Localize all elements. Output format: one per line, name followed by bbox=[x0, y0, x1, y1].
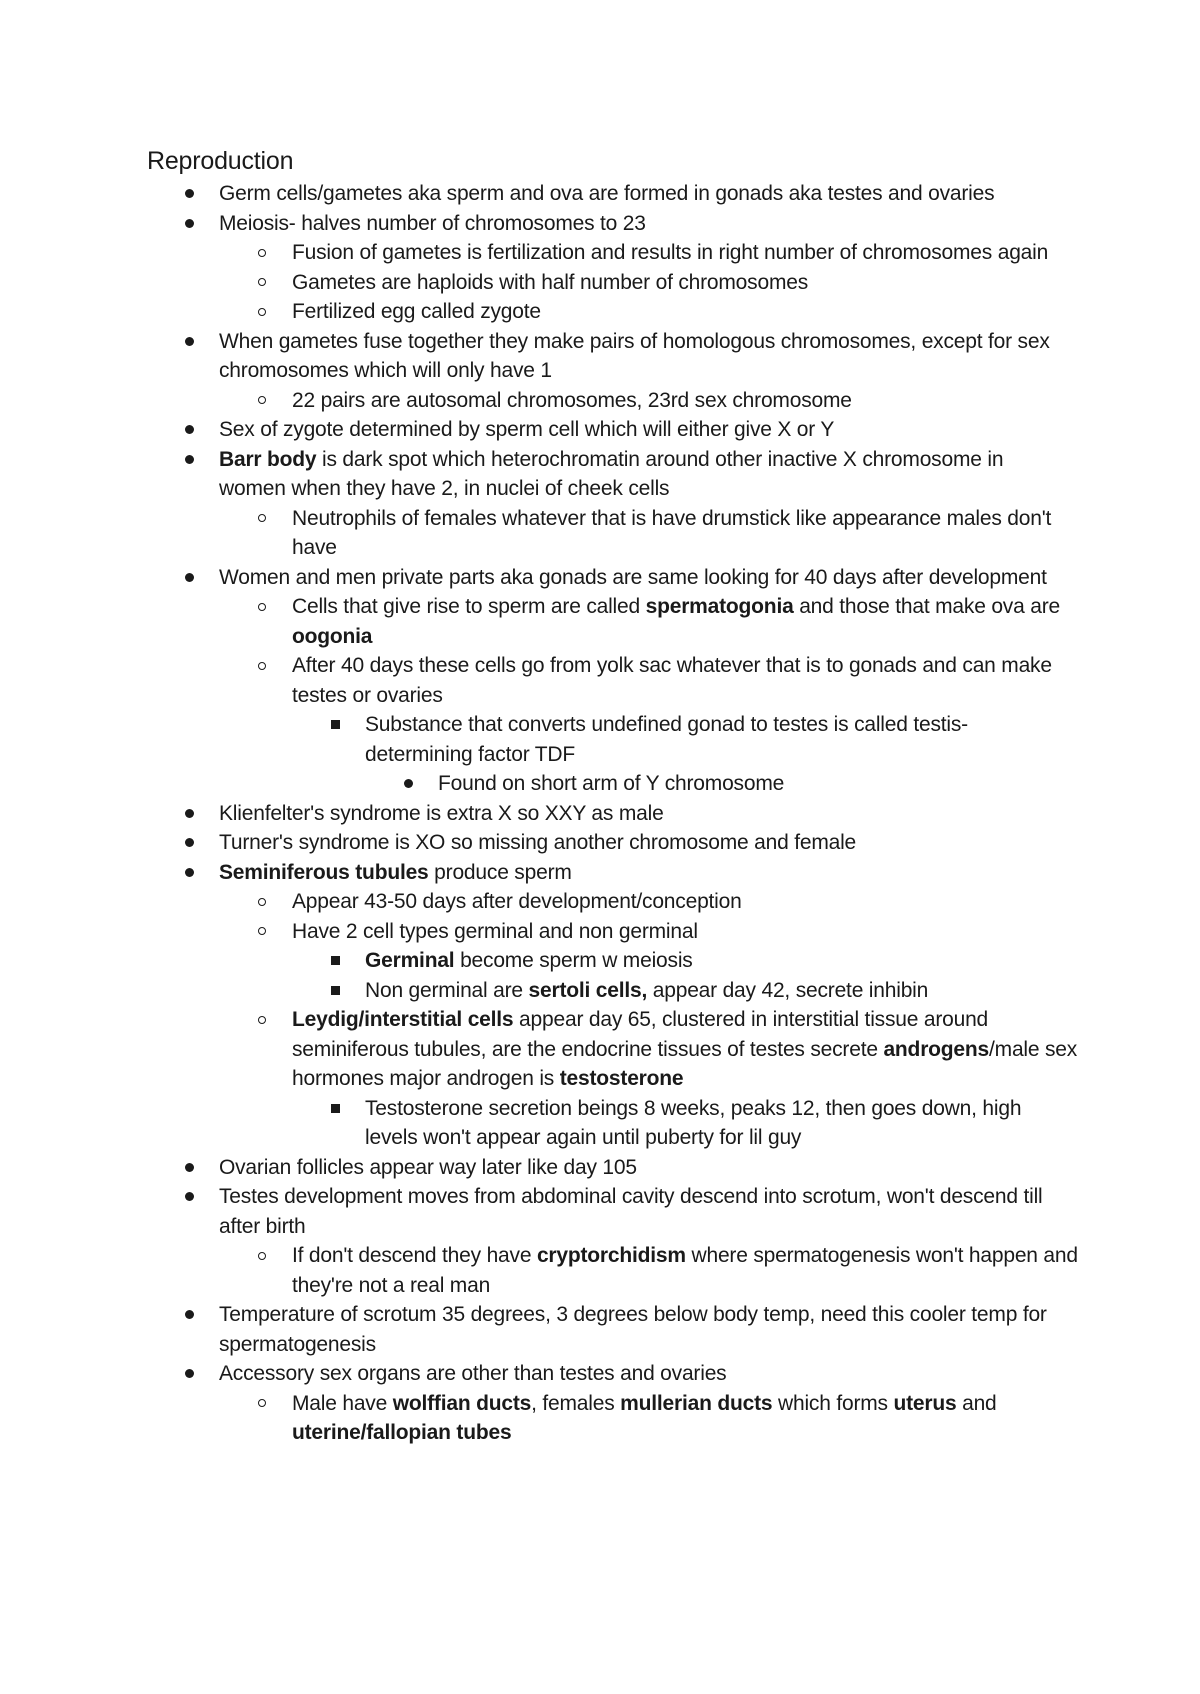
hollow-circle-bullet-icon bbox=[254, 1241, 270, 1271]
list-item bbox=[0, 209, 1200, 239]
document-title: Reproduction bbox=[147, 147, 294, 175]
list-item-text bbox=[219, 1182, 1074, 1241]
list-item bbox=[0, 238, 1200, 268]
bold-term: testosterone bbox=[559, 1067, 684, 1090]
hollow-circle-bullet-icon bbox=[254, 592, 270, 622]
list-item bbox=[0, 917, 1200, 947]
list-item-text bbox=[438, 769, 1078, 799]
text-run: Women and men private parts aka gonads are same looking for 40 days after development bbox=[219, 565, 1047, 589]
list-item-text bbox=[219, 445, 1074, 504]
list-item bbox=[0, 327, 1200, 386]
hollow-circle-bullet-icon bbox=[254, 268, 270, 298]
bold-term: Seminiferous tubules bbox=[219, 860, 429, 884]
list-item-text bbox=[219, 179, 1074, 209]
filled-circle-bullet-icon bbox=[181, 179, 197, 209]
text-run: Sex of zygote determined by sperm cell which will either give X or Y bbox=[219, 418, 835, 441]
list-item bbox=[0, 799, 1200, 829]
list-item-text bbox=[219, 1300, 1074, 1359]
list-item-text bbox=[292, 917, 1082, 947]
text-run: /male sex hormones major androgen is bbox=[292, 1037, 1078, 1090]
list-item-text bbox=[219, 858, 1074, 888]
list-item bbox=[0, 1005, 1200, 1094]
list-item bbox=[0, 1182, 1200, 1241]
list-item-text bbox=[292, 1389, 1082, 1448]
hollow-circle-bullet-icon bbox=[254, 651, 270, 681]
list-item-text bbox=[292, 386, 1082, 416]
square-bullet-icon bbox=[327, 976, 343, 1006]
text-run: Gametes are haploids with half number of chromosomes bbox=[292, 270, 809, 294]
filled-circle-bullet-icon bbox=[181, 1359, 197, 1389]
list-item bbox=[0, 386, 1200, 416]
list-item bbox=[0, 297, 1200, 327]
text-run: After 40 days these cells go from yolk sac whatever that is to gonads and can make testes or ovaries bbox=[292, 654, 1052, 707]
text-run: Have 2 cell types germinal and non germinal bbox=[292, 919, 698, 943]
list-item-text bbox=[365, 710, 1065, 769]
text-run: Male have bbox=[292, 1391, 393, 1415]
list-item-text bbox=[292, 1005, 1082, 1094]
square-bullet-icon bbox=[327, 946, 343, 976]
list-item bbox=[0, 710, 1200, 769]
filled-circle-bullet-icon bbox=[181, 799, 197, 829]
filled-circle-bullet-icon bbox=[181, 415, 197, 445]
list-item-text bbox=[365, 946, 1065, 976]
list-item bbox=[0, 445, 1200, 504]
square-bullet-icon bbox=[327, 710, 343, 740]
text-run: which forms bbox=[772, 1391, 894, 1415]
filled-circle-bullet-icon bbox=[181, 858, 197, 888]
list-item-text bbox=[292, 887, 1082, 917]
list-item-text bbox=[292, 504, 1082, 563]
list-item bbox=[0, 1359, 1200, 1389]
bold-term: Germinal bbox=[365, 949, 455, 972]
hollow-circle-bullet-icon bbox=[254, 1005, 270, 1035]
bold-term: Leydig/interstitial cells bbox=[292, 1008, 514, 1031]
list-item bbox=[0, 651, 1200, 710]
filled-circle-bullet-icon bbox=[181, 1182, 197, 1212]
text-run: , females bbox=[531, 1391, 621, 1415]
text-run: 22 pairs are autosomal chromosomes, 23rd sex chromosome bbox=[292, 388, 852, 412]
hollow-circle-bullet-icon bbox=[254, 1389, 270, 1419]
list-item-text bbox=[219, 415, 1074, 445]
text-run: Turner's syndrome is XO so missing another chromosome and female bbox=[219, 831, 857, 854]
bold-term: oogonia bbox=[292, 624, 373, 648]
square-bullet-icon bbox=[327, 1094, 343, 1124]
text-run: where spermatogenesis won't happen and they're not a real man bbox=[292, 1244, 1078, 1297]
list-item-text bbox=[219, 209, 1074, 239]
list-item-text bbox=[219, 799, 1074, 829]
filled-circle-bullet-icon bbox=[181, 445, 197, 475]
list-item-text bbox=[219, 828, 1074, 858]
list-item-text bbox=[292, 651, 1082, 710]
bold-term: sertoli cells, bbox=[528, 978, 648, 1002]
text-run: Non germinal are bbox=[365, 978, 529, 1002]
text-run: Germ cells/gametes aka sperm and ova are formed in gonads aka testes and ovaries bbox=[219, 182, 995, 205]
list-item bbox=[0, 592, 1200, 651]
text-run: and bbox=[956, 1391, 997, 1415]
text-run: Fertilized egg called zygote bbox=[292, 300, 541, 323]
text-run: Found on short arm of Y chromosome bbox=[438, 772, 785, 795]
list-item bbox=[0, 828, 1200, 858]
list-item bbox=[0, 1300, 1200, 1359]
text-run: Testosterone secretion beings 8 weeks, peaks 12, then goes down, high levels won't appear again until puberty for lil guy bbox=[365, 1096, 1022, 1149]
hollow-circle-bullet-icon bbox=[254, 386, 270, 416]
list-item-text bbox=[219, 1359, 1074, 1389]
text-run: produce sperm bbox=[428, 860, 572, 884]
text-run: Klienfelter's syndrome is extra X so XXY as male bbox=[219, 801, 664, 825]
text-run: is dark spot which heterochromatin around other inactive X chromosome in women when they have 2, in nuclei of cheek cells bbox=[219, 447, 1004, 500]
text-run: Fusion of gametes is fertilization and results in right number of chromosomes again bbox=[292, 241, 1049, 264]
text-run: appear day 65, clustered in interstitial tissue around seminiferous tubules, are the endocrine tissues of testes secrete bbox=[292, 1008, 989, 1061]
list-item-text bbox=[292, 297, 1082, 327]
text-run: Accessory sex organs are other than testes and ovaries bbox=[219, 1362, 727, 1385]
bold-term: spermatogonia bbox=[645, 595, 794, 618]
list-item-text bbox=[219, 327, 1074, 386]
list-item-text bbox=[365, 976, 1065, 1006]
bold-term: Barr body bbox=[219, 447, 317, 471]
text-run: Appear 43-50 days after development/conception bbox=[292, 890, 742, 913]
list-item bbox=[0, 858, 1200, 888]
filled-circle-bullet-icon bbox=[400, 769, 416, 799]
list-item-text bbox=[365, 1094, 1065, 1153]
list-item bbox=[0, 887, 1200, 917]
list-item-text bbox=[292, 1241, 1082, 1300]
list-item-text bbox=[219, 1153, 1074, 1183]
list-item bbox=[0, 1241, 1200, 1300]
text-run: Substance that converts undefined gonad to testes is called testis-determining factor TDF bbox=[365, 713, 968, 766]
text-run: Meiosis- halves number of chromosomes to 23 bbox=[219, 211, 646, 235]
text-run: appear day 42, secrete inhibin bbox=[647, 978, 929, 1002]
list-item-text bbox=[292, 238, 1082, 268]
text-run: Testes development moves from abdominal cavity descend into scrotum, won't descend till after birth bbox=[219, 1185, 1043, 1238]
list-item bbox=[0, 563, 1200, 593]
bold-term: mullerian ducts bbox=[620, 1391, 773, 1415]
notes-list bbox=[0, 179, 1200, 1448]
text-run: Ovarian follicles appear way later like day 105 bbox=[219, 1155, 637, 1179]
filled-circle-bullet-icon bbox=[181, 1300, 197, 1330]
filled-circle-bullet-icon bbox=[181, 828, 197, 858]
hollow-circle-bullet-icon bbox=[254, 238, 270, 268]
bold-term: wolffian ducts bbox=[392, 1391, 532, 1415]
list-item bbox=[0, 1389, 1200, 1448]
list-item bbox=[0, 769, 1200, 799]
list-item-text bbox=[219, 563, 1074, 593]
hollow-circle-bullet-icon bbox=[254, 887, 270, 917]
filled-circle-bullet-icon bbox=[181, 209, 197, 239]
list-item bbox=[0, 1153, 1200, 1183]
filled-circle-bullet-icon bbox=[181, 327, 197, 357]
bold-term: uterus bbox=[893, 1391, 957, 1415]
bold-term: uterine/fallopian tubes bbox=[292, 1421, 512, 1444]
filled-circle-bullet-icon bbox=[181, 563, 197, 593]
list-item bbox=[0, 179, 1200, 209]
text-run: become sperm w meiosis bbox=[454, 949, 693, 972]
list-item bbox=[0, 1094, 1200, 1153]
list-item bbox=[0, 268, 1200, 298]
text-run: If don't descend they have bbox=[292, 1244, 537, 1267]
bold-term: androgens bbox=[883, 1037, 990, 1061]
hollow-circle-bullet-icon bbox=[254, 297, 270, 327]
list-item bbox=[0, 415, 1200, 445]
list-item bbox=[0, 504, 1200, 563]
hollow-circle-bullet-icon bbox=[254, 917, 270, 947]
text-run: Cells that give rise to sperm are called bbox=[292, 595, 646, 618]
filled-circle-bullet-icon bbox=[181, 1153, 197, 1183]
text-run: and those that make ova are bbox=[793, 595, 1060, 618]
list-item-text bbox=[292, 268, 1082, 298]
text-run: When gametes fuse together they make pairs of homologous chromosomes, except for sex chromosomes which will only have 1 bbox=[219, 329, 1050, 382]
list-item bbox=[0, 946, 1200, 976]
text-run: Neutrophils of females whatever that is have drumstick like appearance males don't have bbox=[292, 506, 1052, 559]
hollow-circle-bullet-icon bbox=[254, 504, 270, 534]
list-item-text bbox=[292, 592, 1082, 651]
text-run: Temperature of scrotum 35 degrees, 3 degrees below body temp, need this cooler temp for spermatogenesis bbox=[219, 1303, 1047, 1356]
bold-term: cryptorchidism bbox=[536, 1244, 686, 1267]
list-item bbox=[0, 976, 1200, 1006]
